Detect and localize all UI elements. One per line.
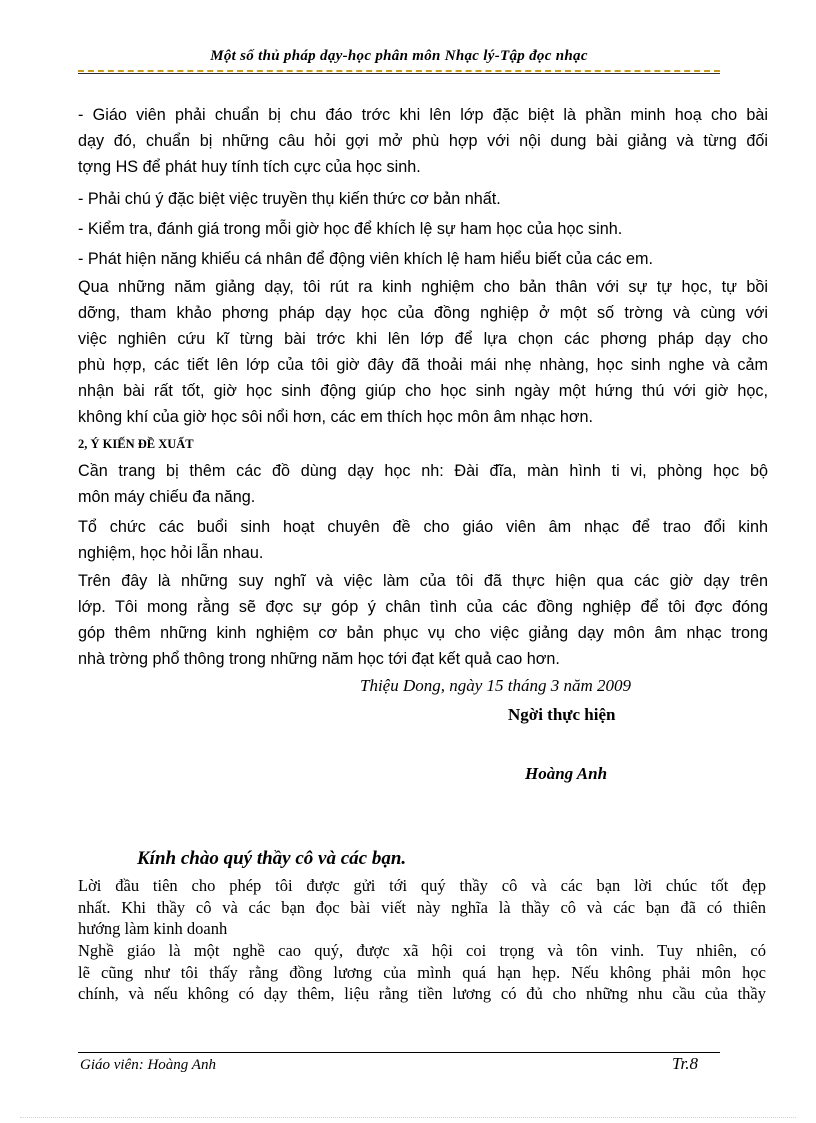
footer-teacher: Giáo viên: Hoàng Anh xyxy=(80,1057,216,1073)
text-line: Cần trang bị thêm các đồ dùng dạy học nh: Đài đĩa, màn hình ti vi, phòng học bộ xyxy=(78,462,768,480)
text-line: không khí của giờ học sôi nổi hơn, các em thích học môn âm nhạc hơn. xyxy=(78,408,594,426)
text-line: nhà trờng phổ thông trong những năm học tới đạt kết quả cao hơn. xyxy=(78,650,560,668)
section-title-proposals: 2, Ý KIẾN ĐỀ XUẤT xyxy=(78,437,194,451)
page-bottom-border xyxy=(20,1117,796,1118)
text-line: hướng làm kinh doanh xyxy=(78,919,228,938)
text-line: dỡng, tham khảo phơng pháp dạy học của đồng nghiệp ở một số trờng và cùng với xyxy=(78,304,768,322)
text-line: - Phải chú ý đặc biệt việc truyền thụ kiến thức cơ bản nhất. xyxy=(78,190,501,208)
header-rule xyxy=(78,73,720,74)
paragraph-conclusion xyxy=(78,568,768,672)
text-line: Tổ chức các buổi sinh hoạt chuyên đề cho giáo viên âm nhạc để trao đổi kinh xyxy=(78,518,768,536)
footer-rule xyxy=(78,1052,720,1053)
letter-paragraph-profession xyxy=(78,940,766,1005)
paragraph-workshops xyxy=(78,514,768,566)
text-line: - Giáo viên phải chuẩn bị chu đáo trớc khi lên lớp đặc biệt là phần minh hoạ cho bài xyxy=(78,106,768,124)
text-line: nhận bài rất tốt, giờ học sinh động giúp cho học sinh ngày một hứng thú với giờ học, xyxy=(78,382,768,400)
paragraph-experience xyxy=(78,274,768,430)
text-line: lớp. Tôi mong rằng sẽ đợc sự góp ý chân tình của các đồng nghiệp để tôi đợc đóng xyxy=(78,598,768,616)
text-line: lẽ cũng như tôi thấy rằng đồng lương của mình quá hạn hẹp. Nếu không phải môn học xyxy=(78,962,766,982)
header-decorative-rule xyxy=(78,70,720,72)
text-line: - Phát hiện năng khiếu cá nhân để động viên khích lệ ham hiểu biết của các em. xyxy=(78,250,654,268)
text-line: chính, và nếu không có dạy thêm, liệu rằng tiền lương có đủ cho những nhu cầu của thầy xyxy=(78,984,766,1003)
paragraph-prepare xyxy=(78,102,768,180)
text-line: nghiệm, học hỏi lẫn nhau. xyxy=(78,544,264,562)
greeting-heading: Kính chào quý thầy cô và các bạn. xyxy=(137,848,407,869)
text-line: - Kiểm tra, đánh giá trong mỗi giờ học để khích lệ sự ham học của học sinh. xyxy=(78,220,623,238)
text-line: việc nghiên cứu kĩ từng bài trớc khi lên lớp để lựa chọn các phơng pháp dạy cho xyxy=(78,330,768,348)
footer-page-number: Tr.8 xyxy=(672,1054,698,1073)
text-line: Trên đây là những suy nghĩ và việc làm của tôi đã thực hiện qua các giờ dạy trên xyxy=(78,572,768,590)
text-line: Nghề giáo là một nghề cao quý, được xã hội coi trọng và tôn vinh. Tuy nhiên, có xyxy=(78,941,766,960)
text-line: Qua những năm giảng dạy, tôi rút ra kinh nghiệm cho bản thân với sự tự học, tự bồi xyxy=(78,278,768,296)
signature-place-date: Thiệu Dong, ngày 15 tháng 3 năm 2009 xyxy=(360,676,632,695)
letter-paragraph-intro xyxy=(78,875,766,940)
signature-role: Ngời thực hiện xyxy=(508,705,616,724)
text-line: tợng HS để phát huy tính tích cực của học sinh. xyxy=(78,158,421,176)
signature-name: Hoàng Anh xyxy=(525,764,608,783)
bullet-basic-knowledge xyxy=(78,186,768,212)
text-line: phù hợp, các tiết lên lớp của tôi giờ đây đã thoải mái nhẹ nhàng, học sinh nghe và cảm xyxy=(78,356,768,374)
text-line: môn máy chiếu đa năng. xyxy=(78,488,256,506)
text-line: Lời đầu tiên cho phép tôi được gửi tới quý thầy cô và các bạn lời chúc tốt đẹp xyxy=(78,876,766,895)
text-line: nhất. Khi thầy cô và các bạn đọc bài viết này nghĩa là thầy cô và các bạn đã có thiên xyxy=(78,897,766,917)
paragraph-equipment xyxy=(78,458,768,510)
text-line: góp thêm những kinh nghiệm cơ bản phục vụ cho việc giảng dạy môn âm nhạc trong xyxy=(78,624,768,642)
bullet-assessment xyxy=(78,216,768,242)
page-header-title: Một số thủ pháp dạy-học phân môn Nhạc lý-Tập đọc nhạc xyxy=(210,48,588,64)
text-line: dạy đó, chuẩn bị những câu hỏi gợi mở phù hợp với nội dung bài giảng và từng đối xyxy=(78,132,768,150)
bullet-talent xyxy=(78,246,768,272)
